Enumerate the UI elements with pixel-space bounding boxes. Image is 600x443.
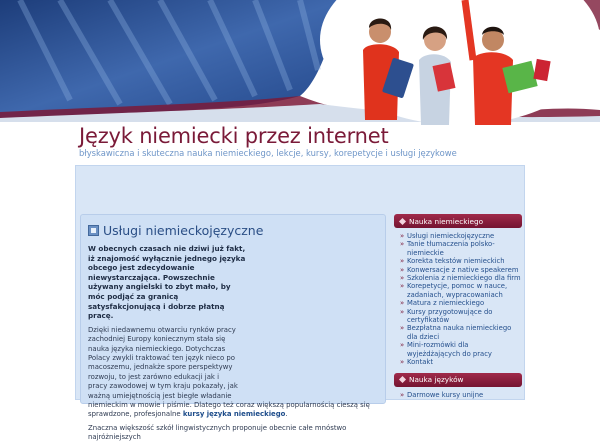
diamond-icon (399, 217, 406, 224)
sidebar-link[interactable]: » Kontakt (400, 358, 522, 366)
sidebar-heading-nauka-niemieckiego (394, 214, 522, 228)
courses-link[interactable]: kursy języka niemieckiego (182, 410, 286, 419)
diamond-icon (399, 376, 406, 383)
header-banner (0, 0, 600, 122)
page-icon (88, 225, 99, 236)
article (80, 214, 386, 442)
article-paragraph-1-continued: niemieckim w mowie i piśmie. Dlatego też coraz większą popularnością cieszą się sprawdzone, profesjonalne kursy języka niemieckiego. (88, 401, 370, 419)
sidebar-link[interactable]: » Szkolenia z niemieckiego dla firm (400, 274, 522, 282)
sidebar-link[interactable]: » Korekta tekstów niemieckich (400, 257, 522, 265)
sidebar-link[interactable]: » Bezpłatna nauka niemieckiego dla dzieci (400, 324, 522, 341)
article-lead: W obecnych czasach nie dziwi już fakt, iż znajomość wyłącznie jednego języka obcego jest zdecydowanie niewystarczająca. Powszechnie używany angielski to zbyt mało, by móc podjąć za granicą satysfakcjonującą i dobrze płatną pracę. (88, 244, 246, 321)
paragraph-text: niemieckim w mowie i piśmie. Dlatego też coraz większą popularnością cieszą się sprawdzone, profesjonalne (88, 401, 370, 419)
sidebar-heading-nauka-jezykow (394, 373, 522, 387)
sidebar-menu (394, 228, 522, 367)
sidebar-heading-label: Nauka języków (409, 375, 464, 384)
sidebar-link[interactable]: » Korepetycje, pomoc w nauce, zadaniach, wypracowaniach (400, 282, 522, 299)
site-tagline: błyskawiczna i skuteczna nauka niemieckiego, lekcje, kursy, korepetycje i usługi językowe (79, 148, 457, 158)
article-title[interactable]: Usługi niemieckojęzyczne (103, 223, 264, 238)
sidebar (394, 214, 522, 399)
sidebar-link[interactable]: » Matura z niemieckiego (400, 299, 522, 307)
students-photo (345, 0, 575, 126)
sidebar-link[interactable]: » Kursy przygotowujące do certyfikatów (400, 308, 522, 325)
sidebar-link[interactable]: » Konwersacje z native speakerem (400, 266, 522, 274)
sidebar-link[interactable]: » Usługi niemieckojęzyczne (400, 232, 522, 240)
article-header (88, 223, 378, 238)
article-paragraph-1: Dzięki niedawnemu otwarciu rynków pracy zachodniej Europy koniecznym stała się nauka języka niemieckiego. Dotychczas Polacy zwykli traktować ten język nieco po macoszemu, jednakże spore perspektywy rozwoju, to jest zarówno edukacji jak i pracy zawodowej w tym kraju pokazały, jak ważną umiejętnością jest biegłe władanie (88, 325, 238, 400)
sidebar-link[interactable]: » Darmowe kursy unijne (400, 391, 522, 399)
sidebar-heading-label: Nauka niemieckiego (409, 216, 484, 226)
sidebar-link[interactable]: » Tanie tłumaczenia polsko-niemieckie (400, 240, 522, 257)
sidebar-menu-languages (394, 387, 522, 399)
article-paragraph-2: Znaczna większość szkół lingwistycznych proponuje obecnie całe mnóstwo najróżniejszych (88, 423, 347, 442)
site-title[interactable]: Język niemiecki przez internet (79, 124, 389, 148)
sidebar-link[interactable]: » Mini-rozmówki dla wyjeżdżających do pracy (400, 341, 522, 358)
